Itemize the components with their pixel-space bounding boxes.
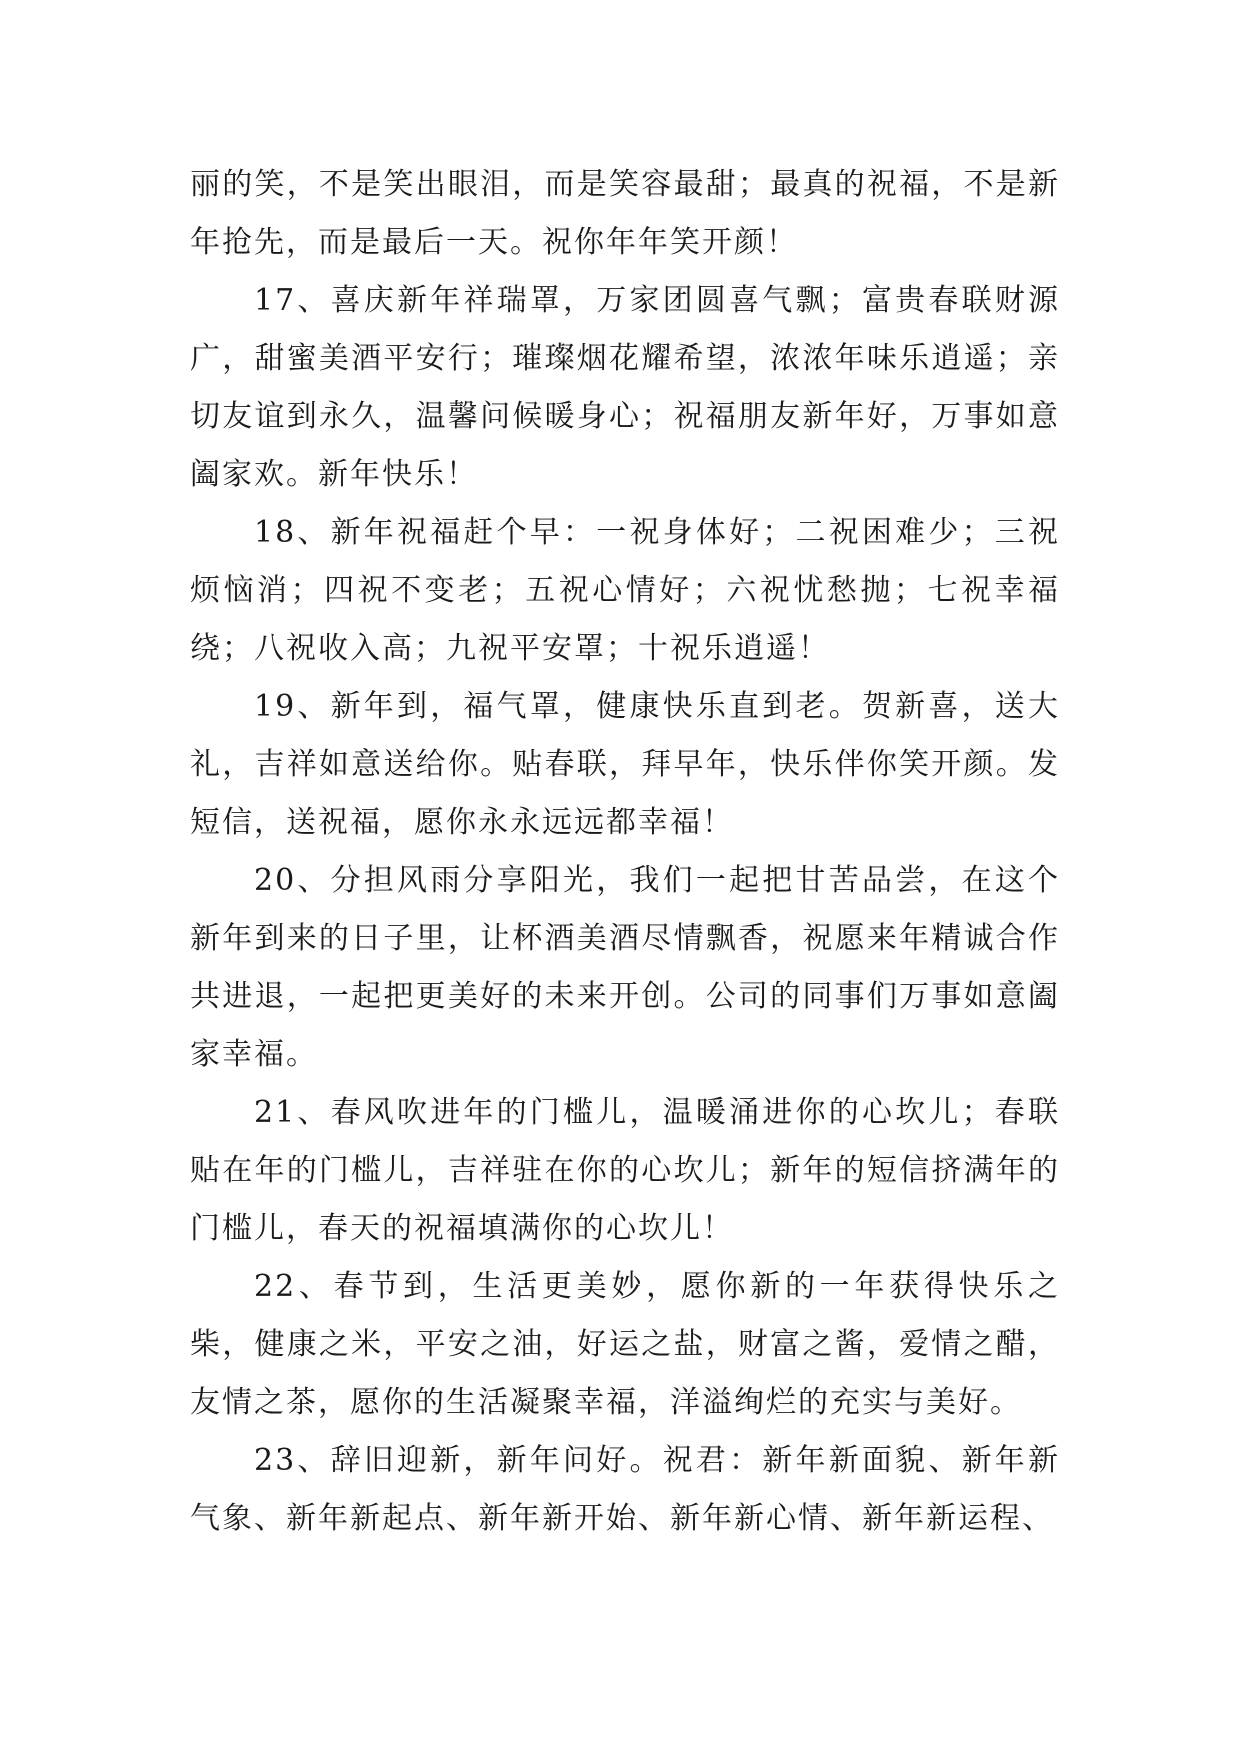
paragraph-19: 19、新年到，福气罩，健康快乐直到老。贺新喜，送大礼，吉祥如意送给你。贴春联，拜早年，快乐伴你笑开颜。发短信，送祝福，愿你永永远远都幸福！ [190, 689, 1060, 840]
paragraph-22: 22、春节到，生活更美妙，愿你新的一年获得快乐之柴，健康之米，平安之油，好运之盐，财富之酱，爱情之醋，友情之茶，愿你的生活凝聚幸福，洋溢绚烂的充实与美好。 [190, 1269, 1060, 1420]
paragraph-21: 21、春风吹进年的门槛儿，温暖涌进你的心坎儿；春联贴在年的门槛儿，吉祥驻在你的心坎儿；新年的短信挤满年的门槛儿，春天的祝福填满你的心坎儿！ [190, 1095, 1060, 1246]
document-body [190, 156, 1060, 1548]
paragraph-23: 23、辞旧迎新，新年问好。祝君：新年新面貌、新年新气象、新年新起点、新年新开始、新年新心情、新年新运程、 [190, 1443, 1060, 1536]
paragraph-18: 18、新年祝福赶个早：一祝身体好；二祝困难少；三祝烦恼消；四祝不变老；五祝心情好；六祝忧愁抛；七祝幸福绕；八祝收入高；九祝平安罩；十祝乐逍遥！ [190, 515, 1060, 666]
paragraph-20: 20、分担风雨分享阳光，我们一起把甘苦品尝，在这个新年到来的日子里，让杯酒美酒尽情飘香，祝愿来年精诚合作共进退，一起把更美好的未来开创。公司的同事们万事如意阖家幸福。 [190, 863, 1060, 1072]
paragraph-16-continued: 丽的笑，不是笑出眼泪，而是笑容最甜；最真的祝福，不是新年抢先，而是最后一天。祝你年年笑开颜！ [190, 167, 1060, 260]
paragraph-17: 17、喜庆新年祥瑞罩，万家团圆喜气飘；富贵春联财源广，甜蜜美酒平安行；璀璨烟花耀希望，浓浓年味乐逍遥；亲切友谊到永久，温馨问候暖身心；祝福朋友新年好，万事如意阖家欢。新年快乐！ [190, 283, 1060, 492]
